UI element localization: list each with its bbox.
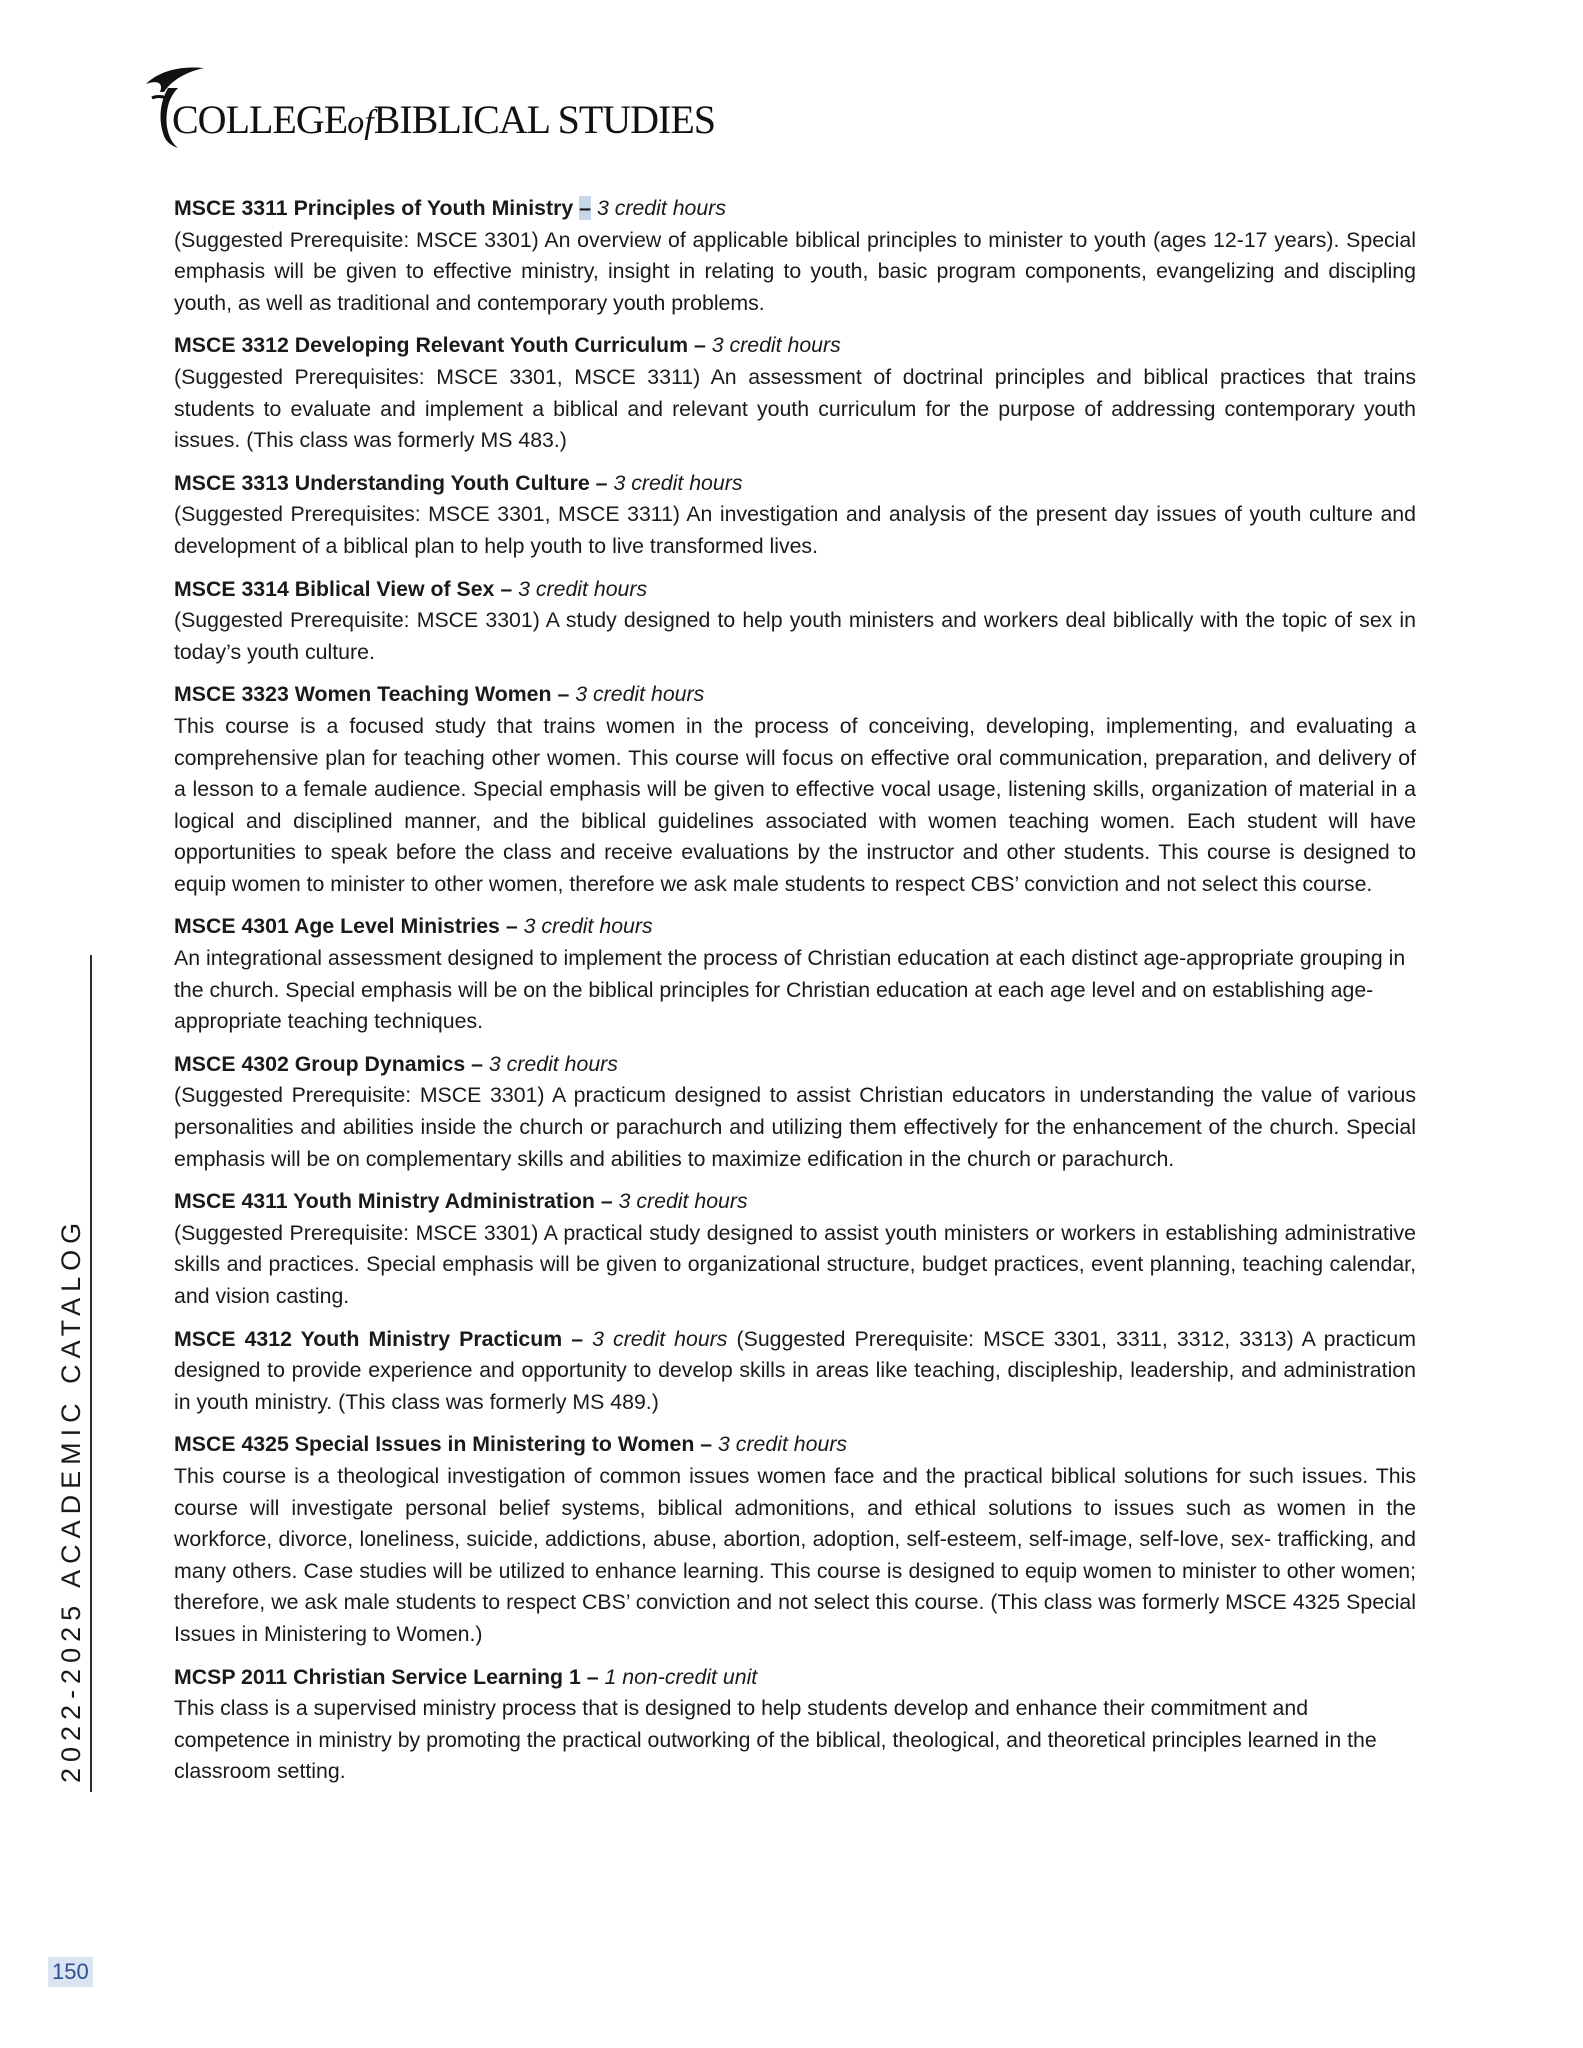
course-entry — [174, 330, 1416, 456]
course-title: MSCE 3314 Biblical View of Sex — [174, 576, 495, 601]
course-list — [174, 193, 1416, 1799]
course-description: This course is a theological investigation of common issues women face and the practical biblical solutions for such issues. This course will investigate personal belief systems, biblical admonitions, and ethical solutions to issues such as women in the workforce, divorce, loneliness, suicide, addictions, abuse, abortion, adoption, self-esteem, self-image, self-love, sex- trafficking, and many others. Case studies will be utilized to enhance learning. This course is designed to equip women to minister to other women; therefore, we ask male students to respect CBS’ conviction and not select this course. (This class was formerly MSCE 4325 Special Issues in Ministering to Women.) — [174, 1463, 1416, 1646]
title-dash: – — [693, 333, 706, 358]
course-title: MSCE 3311 Principles of Youth Ministry — [174, 196, 574, 220]
title-dash: – — [595, 470, 608, 495]
course-description: (Suggested Prerequisite: MSCE 3301) A practicum designed to assist Christian educators in understanding the value of various personalities and abilities inside the church or parachurch and utilizing them effectively for the enhancement of the church. Special emphasis will be on complementary skills and abilities to maximize edification in the church or parachurch. — [174, 1083, 1416, 1171]
course-credits: 3 credit hours — [523, 914, 653, 939]
course-entry — [174, 574, 1416, 669]
course-title: MCSP 2011 Christian Service Learning 1 — [174, 1664, 581, 1689]
course-description: This course is a focused study that trains women in the process of conceiving, developing, implementing, and evaluating a comprehensive plan for teaching other women. This course will focus on effective oral communication, preparation, and delivery of a lesson to a female audience. Special emphasis will be given to effective vocal usage, listening skills, organization of material in a logical and disciplined manner, and the biblical guidelines associated with women teaching women. Each student will have opportunities to speak before the class and receive evaluations by the instructor and other students. This course is designed to equip women to minister to other women, therefore we ask male students to respect CBS’ conviction and not select this course. — [174, 713, 1416, 896]
course-credits: 3 credit hours — [613, 470, 743, 495]
course-description: An integrational assessment designed to implement the process of Christian education at each distinct age-appropriate grouping in the church. Special emphasis will be on the biblical principles for Christian education at each age level and on establishing age-appropriate teaching techniques. — [174, 946, 1406, 1034]
course-title: MSCE 4302 Group Dynamics — [174, 1051, 466, 1076]
course-description: (Suggested Prerequisites: MSCE 3301, MSCE 3311) An assessment of doctrinal principles and biblical practices that trains students to evaluate and implement a biblical and relevant youth curriculum for the purpose of addressing contemporary youth issues. (This class was formerly MS 483.) — [174, 364, 1416, 453]
title-dash: – — [600, 1189, 613, 1214]
course-credits: 1 non-credit unit — [604, 1664, 758, 1689]
course-credits: 3 credit hours — [711, 333, 841, 358]
title-dash: – — [471, 1051, 483, 1076]
course-entry — [174, 468, 1416, 563]
course-entry — [174, 911, 1416, 1037]
course-title: MSCE 3313 Understanding Youth Culture — [174, 470, 590, 495]
course-description: (Suggested Prerequisite: MSCE 3301) A study designed to help youth ministers and workers deal biblically with the topic of sex in today’s youth culture. — [174, 608, 1416, 664]
course-entry — [174, 1429, 1416, 1650]
title-dash: – — [571, 1326, 584, 1351]
title-dash: – — [586, 1664, 599, 1689]
course-credits: 3 credit hours — [575, 682, 705, 707]
course-credits: 3 credit hours — [718, 1432, 848, 1457]
course-entry — [174, 1186, 1416, 1312]
course-credits: 3 credit hours — [592, 1326, 728, 1351]
catalog-sidebar-label: 2022-2025 ACADEMIC CATALOG — [56, 1216, 86, 1783]
course-description: (Suggested Prerequisite: MSCE 3301, 3311, 3312, 3313) A practicum designed to provide experience and opportunity to develop skills in areas like teaching, discipleship, leadership, and administration in youth ministry. (This class was formerly MS 489.) — [174, 1326, 1416, 1414]
course-title: MSCE 3323 Women Teaching Women — [174, 682, 552, 707]
college-logo — [138, 62, 716, 152]
course-title: MSCE 4311 Youth Ministry Administration — [174, 1189, 595, 1214]
title-dash: – — [557, 682, 570, 707]
title-dash: – — [700, 1432, 713, 1457]
course-entry — [174, 193, 1416, 319]
page-number: 150 — [48, 1957, 93, 1987]
course-entry — [174, 679, 1416, 900]
course-title: MSCE 4301 Age Level Ministries — [174, 914, 500, 939]
course-title: MSCE 4325 Special Issues in Ministering to Women — [174, 1432, 695, 1457]
course-credits: 3 credit hours — [488, 1051, 618, 1076]
course-credits: 3 credit hours — [618, 1189, 748, 1214]
course-description: (Suggested Prerequisite: MSCE 3301) A practical study designed to assist youth ministers or workers in establishing administrative skills and practices. Special emphasis will be given to organizational structure, budget practices, event planning, teaching calendar, and vision casting. — [174, 1220, 1416, 1308]
course-credits: 3 credit hours — [596, 196, 726, 220]
course-entry — [174, 1324, 1416, 1419]
logo-wordmark: COLLEGEofBIBLICAL STUDIES — [172, 97, 716, 142]
title-dash: – — [505, 914, 518, 939]
course-title: MSCE 4312 Youth Ministry Practicum — [174, 1326, 563, 1351]
course-description: (Suggested Prerequisite: MSCE 3301) An overview of applicable biblical principles to minister to youth (ages 12-17 years). Special emphasis will be given to effective ministry, insight in relating to youth, basic program components, evangelizing and discipling youth, as well as traditional and contemporary youth problems. — [174, 227, 1416, 315]
course-description: This class is a supervised ministry process that is designed to help students develop and enhance their commitment and competence in ministry by promoting the practical outworking of the biblical, theological, and theoretical principles learned in the classroom setting. — [174, 1696, 1377, 1784]
title-dash: – — [579, 196, 592, 220]
course-entry — [174, 1662, 1416, 1788]
course-entry — [174, 1049, 1416, 1175]
course-credits: 3 credit hours — [518, 576, 648, 601]
course-title: MSCE 3312 Developing Relevant Youth Curriculum — [174, 333, 689, 358]
title-dash: – — [500, 576, 513, 601]
course-description: (Suggested Prerequisites: MSCE 3301, MSCE 3311) An investigation and analysis of the present day issues of youth culture and development of a biblical plan to help youth to live transformed lives. — [174, 502, 1416, 558]
